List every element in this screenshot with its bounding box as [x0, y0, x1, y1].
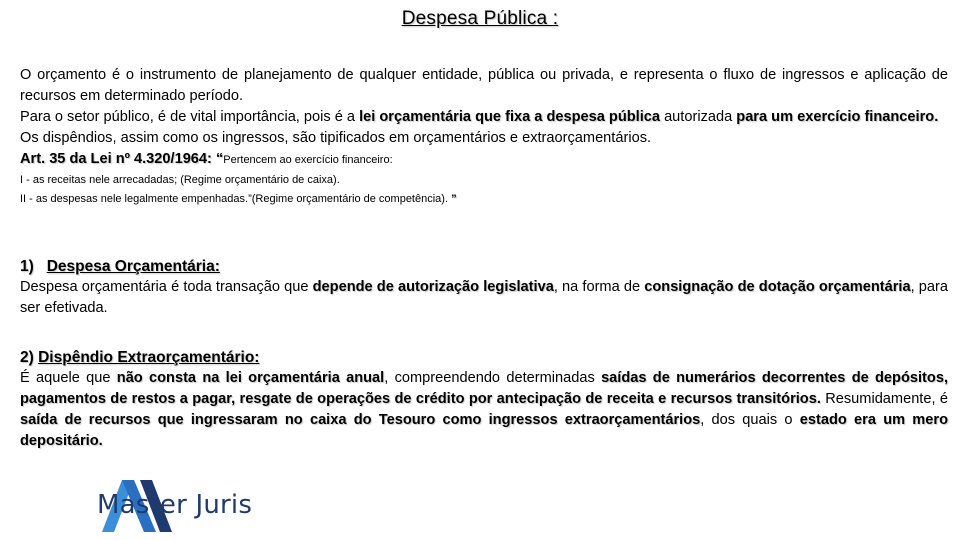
s2-bold-1: não consta na lei orçamentária anual	[116, 370, 385, 386]
section-1-number: 1)	[20, 258, 34, 275]
section-2-title: Dispêndio Extraorçamentário:	[38, 349, 260, 366]
intro-p2-c: autorizada	[660, 109, 737, 125]
intro-p3-text: Os dispêndios, assim como os ingressos, são tipificados em orçamentários e extraorçamentários.	[20, 130, 652, 146]
intro-p2-a: Para o setor público, é de vital importância, pois é a	[20, 109, 360, 125]
intro-p2-bold-2: para um exercício financeiro.	[736, 109, 939, 125]
intro-paragraph-2	[20, 107, 948, 128]
s2-t7: , dos quais o	[700, 412, 800, 428]
section-1	[20, 256, 948, 319]
section-2-text	[20, 368, 948, 452]
logo-text: Master Juris	[97, 490, 253, 520]
intro-block	[20, 65, 948, 209]
s2-bold-2: saídas de numerários decorrentes de depósitos, pagamentos de restos a pagar, resgate de operações de crédito por antecipação de receita e recursos transitórios.	[20, 370, 948, 407]
art-close-quote: ”	[451, 193, 457, 205]
section-2-number: 2)	[20, 349, 34, 366]
intro-paragraph-1	[20, 65, 948, 107]
section-2	[20, 347, 948, 452]
section-1-text	[20, 277, 948, 319]
s1-t5: , para ser efetivada.	[20, 279, 948, 316]
s2-t1: É aquele que	[20, 370, 117, 386]
s2-bold-3: saída de recursos que ingressaram no caixa do Tesouro como ingressos extraorçamentários	[20, 412, 701, 428]
page-title: Despesa Pública :	[401, 8, 559, 29]
s2-t5: Resumidamente, é	[820, 391, 948, 407]
s2-bold-4: estado era um mero depositário.	[20, 412, 948, 449]
s2-t3: , compreendendo determinadas	[384, 370, 602, 386]
art-text: Pertencem ao exercício financeiro:	[223, 154, 393, 166]
s1-t3: , na forma de	[553, 279, 645, 295]
intro-paragraph-3	[20, 128, 948, 149]
s1-t1: Despesa orçamentária é toda transação que	[20, 279, 313, 295]
section-1-title: Despesa Orçamentária:	[46, 258, 220, 275]
art-label: Art. 35 da Lei nº 4.320/1964: “	[20, 151, 224, 167]
intro-p2-bold-1: lei orçamentária que fixa a despesa pública	[359, 109, 661, 125]
s1-bold-2: consignação de dotação orçamentária	[644, 279, 911, 295]
art-item-ii-text: II - as despesas nele legalmente empenhadas.”(Regime orçamentário de competência).	[20, 193, 449, 205]
section-2-heading	[20, 347, 948, 368]
s1-bold-1: depende de autorização legislativa	[312, 279, 554, 295]
art-paragraph	[20, 149, 948, 171]
section-1-heading	[20, 256, 948, 277]
art-item-ii	[20, 190, 948, 209]
art-item-i: I - as receitas nele arrecadadas; (Regime orçamentário de caixa).	[20, 174, 340, 186]
intro-p1-text: O orçamento é o instrumento de planejamento de qualquer entidade, pública ou privada, e representa o fluxo de ingressos e aplicação de recursos em determinado período.	[20, 67, 948, 104]
